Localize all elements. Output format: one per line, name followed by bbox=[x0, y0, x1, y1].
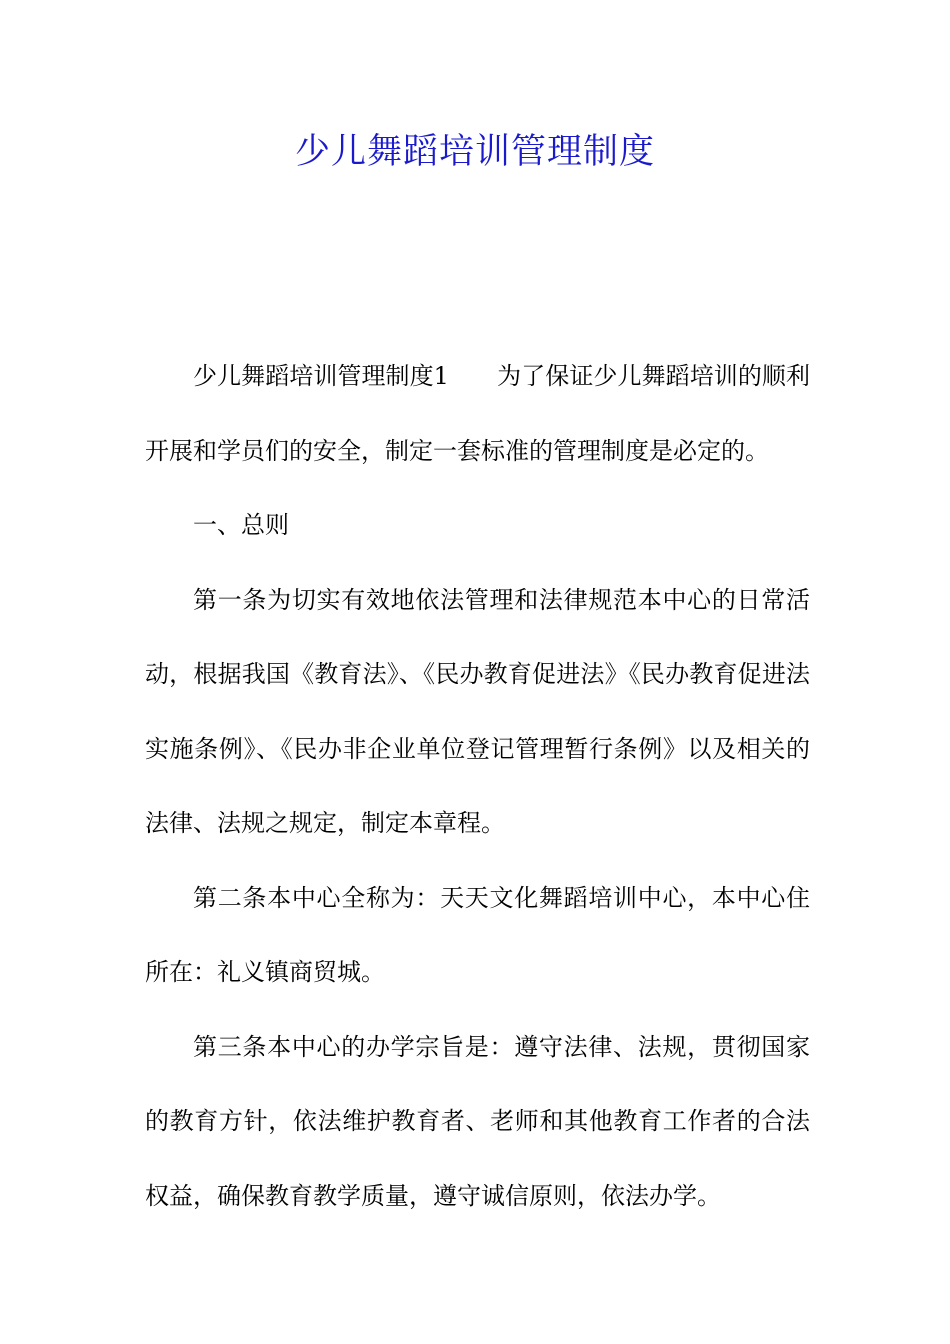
article-1-paragraph: 第一条为切实有效地依法管理和法律规范本中心的日常活动，根据我国《教育法》、《民办教育促进法》《民办教育促进法实施条例》、《民办非企业单位登记管理暂行条例》以及相关的法律、法规之规定，制定本章程。 bbox=[145, 585, 810, 837]
document-body bbox=[145, 339, 810, 1233]
document-title: 少儿舞蹈培训管理制度 bbox=[294, 132, 655, 172]
article-2-paragraph: 第二条本中心全称为：天天文化舞蹈培训中心，本中心住所在：礼义镇商贸城。 bbox=[145, 883, 810, 986]
section-heading-general: 一、总则 bbox=[193, 511, 289, 539]
intro-paragraph: 少儿舞蹈培训管理制度1 为了保证少儿舞蹈培训的顺利开展和学员们的安全，制定一套标准的管理制度是必定的。 bbox=[145, 362, 810, 465]
article-3-paragraph: 第三条本中心的办学宗旨是：遵守法律、法规，贯彻国家的教育方针，依法维护教育者、老师和其他教育工作者的合法权益，确保教育教学质量，遵守诚信原则，依法办学。 bbox=[145, 1032, 810, 1210]
